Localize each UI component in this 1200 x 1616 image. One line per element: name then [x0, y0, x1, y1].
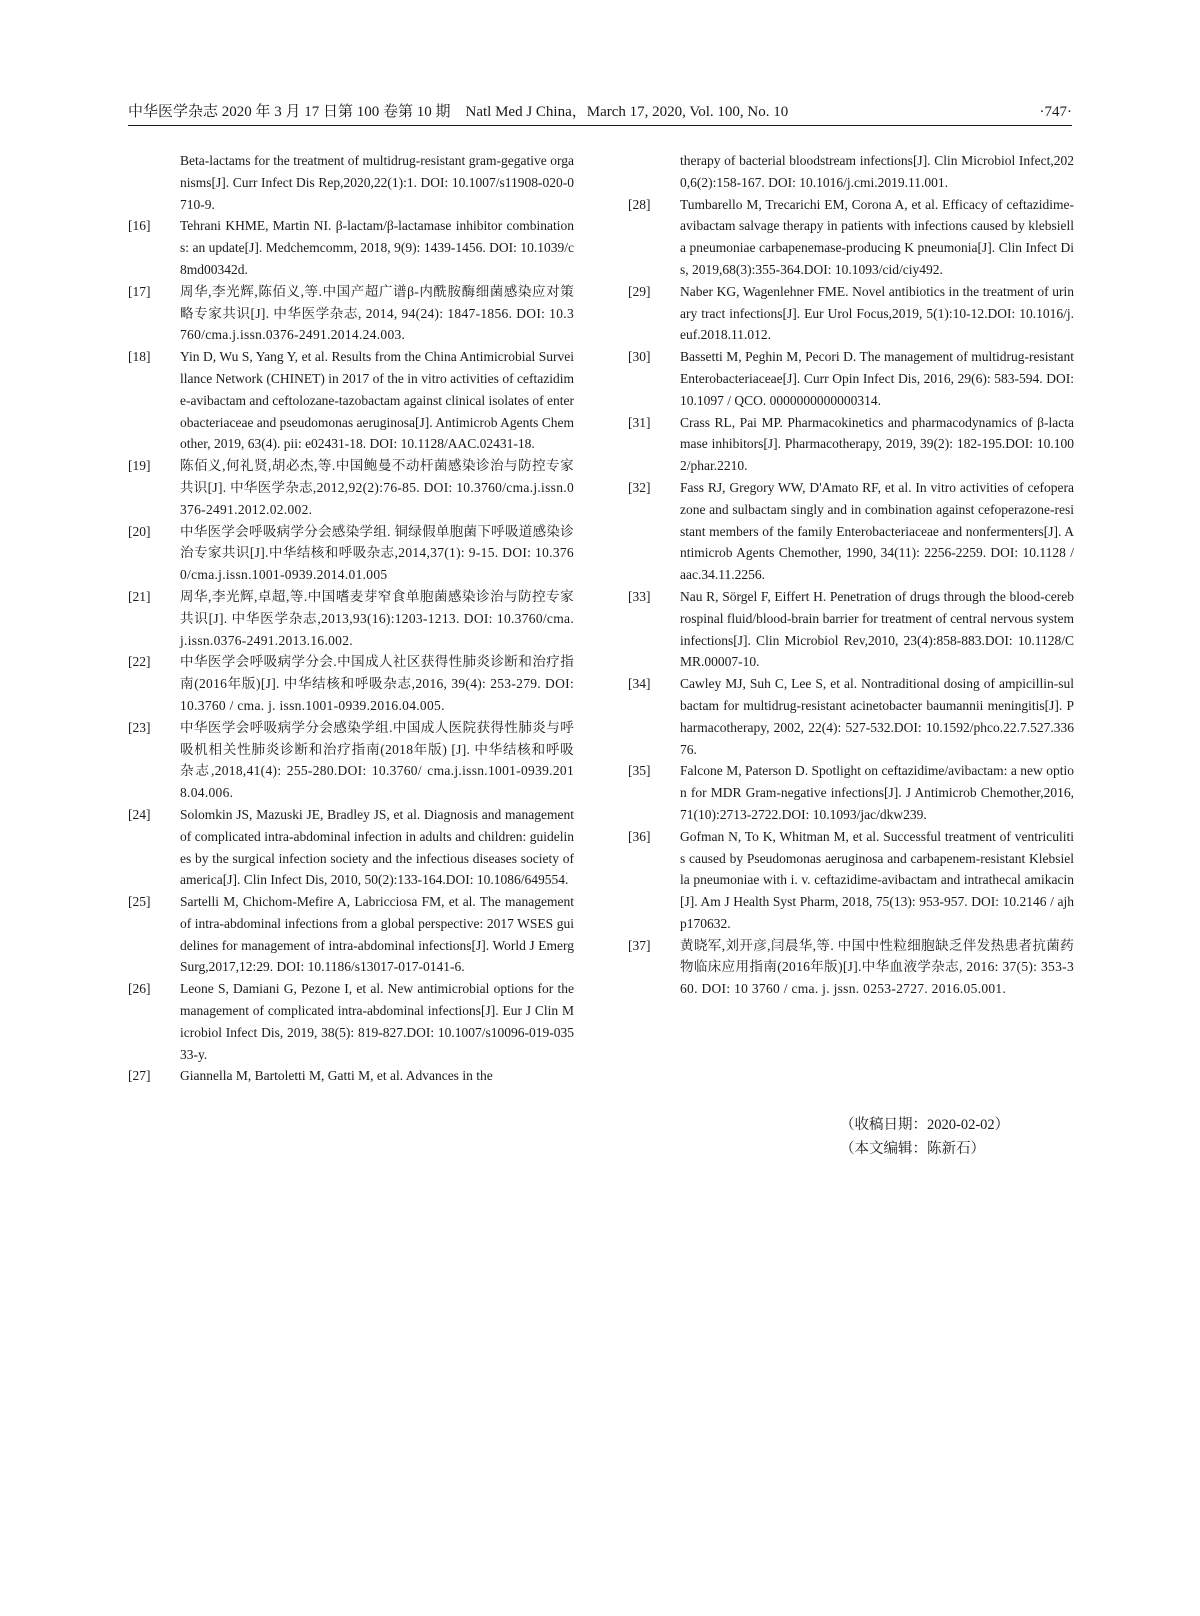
reference-item — [128, 804, 574, 891]
reference-number: [37] — [628, 937, 651, 953]
reference-number: [16] — [128, 218, 151, 234]
reference-text: Naber KG, Wagenlehner FME. Novel antibiotics in the treatment of urinary tract infections[J]. Eur Urol Focus,2019, 5(1):10-12.DOI: 10.1016/j.euf.2018.11.012. — [680, 283, 1074, 343]
reference-text: Tehrani KHME, Martin NI. β-lactam/β-lactamase inhibitor combinations: an update[J]. Medchemcomm, 2018, 9(9): 1439-1456. DOI: 10.1039/c8md00342d. — [180, 218, 574, 277]
reference-number: [27] — [128, 1068, 151, 1084]
reference-item — [628, 412, 1074, 477]
page-number: ·747· — [1039, 104, 1072, 120]
reference-number: [19] — [128, 458, 151, 474]
reference-number: [23] — [128, 719, 151, 735]
reference-item — [628, 586, 1074, 673]
reference-number: [25] — [128, 894, 151, 910]
reference-column-right — [628, 150, 1074, 1000]
reference-text: Solomkin JS, Mazuski JE, Bradley JS, et al. Diagnosis and management of complicated intra-abdominal infection in adults and children: guidelines by the surgical infection society and the infectious diseases society of america[J]. Clin Infect Dis, 2010, 50(2):133-164.DOI: 10.1086/649554. — [180, 806, 574, 888]
reference-number: [34] — [628, 676, 651, 692]
reference-item — [128, 215, 574, 280]
reference-text: 黄晓军,刘开彦,闫晨华,等. 中国中性粒细胞缺乏伴发热患者抗菌药物临床应用指南(2016年版)[J].中华血液学杂志, 2016: 37(5): 353-360. DOI: 10 3760 / cma. j. jssn. 0253-2727. 2016.05.001. — [680, 937, 1074, 997]
reference-item — [628, 477, 1074, 586]
reference-item — [628, 826, 1074, 935]
editor-credit: （本文编辑：陈新石） — [840, 1141, 985, 1157]
reference-text: Falcone M, Paterson D. Spotlight on ceftazidime/avibactam: a new option for MDR Gram-negative infections[J]. J Antimicrob Chemother,2016,71(10):2713-2722.DOI: 10.1093/jac/dkw239. — [680, 763, 1074, 822]
reference-number: [22] — [128, 654, 151, 670]
reference-text: Gofman N, To K, Whitman M, et al. Successful treatment of ventriculitis caused by Pseudomonas aeruginosa and carbapenem-resistant Klebsiella pneumoniae with i. v. ceftazidime-avibactam and intrathecal amikacin[J]. Am J Health Syst Pharm, 2018, 75(13): 953-957. DOI: 10.2146 / ajhp170632. — [680, 828, 1074, 931]
reference-text: Beta-lactams for the treatment of multidrug-resistant gram-gegative organisms[J]. Curr Infect Dis Rep,2020,22(1):1. DOI: 10.1007/s11908-020-0710-9. — [180, 153, 574, 212]
received-date: （收稿日期：2020-02-02） — [840, 1117, 1010, 1133]
journal-citation-line: 中华医学杂志 2020 年 3 月 17 日第 100 卷第 10 期 Natl Med J China，March 17, 2020, Vol. 100, No. 10 — [128, 104, 789, 120]
reference-number: [31] — [628, 414, 651, 430]
reference-number: [29] — [628, 283, 651, 299]
reference-text: therapy of bacterial bloodstream infections[J]. Clin Microbiol Infect,2020,6(2):158-167. DOI: 10.1016/j.cmi.2019.11.001. — [680, 153, 1074, 190]
reference-number: [36] — [628, 828, 651, 844]
reference-item — [628, 760, 1074, 825]
reference-item — [628, 346, 1074, 411]
reference-number: [18] — [128, 349, 151, 365]
reference-text: 陈佰义,何礼贤,胡必杰,等.中国鲍曼不动杆菌感染诊治与防控专家共识[J]. 中华医学杂志,2012,92(2):76-85. DOI: 10.3760/cma.j.issn.0376-2491.2012.02.002. — [180, 458, 574, 517]
reference-item — [128, 586, 574, 651]
reference-text: Fass RJ, Gregory WW, D'Amato RF, et al. In vitro activities of cefoperazone and sulbactam singly and in combination against cefoperazone-resistant members of the family Enterobacteriaceae and nonfermenters[J]. Antimicrob Agents Chemother, 1990, 34(11): 2256-2259. DOI: 10.1128 / aac.34.11.2256. — [680, 479, 1074, 583]
reference-number: [33] — [628, 588, 651, 604]
reference-text: Nau R, Sörgel F, Eiffert H. Penetration of drugs through the blood-cerebrospinal fluid/blood-brain barrier for treatment of central nervous system infections[J]. Clin Microbiol Rev,2010, 23(4):858-883.DOI: 10.1128/CMR.00007-10. — [680, 588, 1074, 670]
reference-item — [628, 281, 1074, 346]
reference-number: [20] — [128, 523, 151, 539]
reference-item — [128, 150, 574, 215]
reference-item — [128, 891, 574, 978]
reference-number: [21] — [128, 588, 151, 604]
reference-text: Cawley MJ, Suh C, Lee S, et al. Nontraditional dosing of ampicillin-sulbactam for multidrug-resistant acinetobacter baumannii meningitis[J]. Pharmacotherapy, 2002, 22(4): 527-532.DOI: 10.1592/phco.22.7.527.33676. — [680, 676, 1074, 757]
running-header — [128, 101, 1072, 123]
reference-text: Tumbarello M, Trecarichi EM, Corona A, et al. Efficacy of ceftazidime-avibactam salvage therapy in patients with infections caused by klebsiella pneumoniae carbapenemase-producing K pneumonia[J]. Clin Infect Dis, 2019,68(3):355-364.DOI: 10.1093/cid/ciy492. — [680, 196, 1074, 277]
reference-item — [128, 717, 574, 804]
reference-number: [35] — [628, 763, 651, 779]
reference-number: [17] — [128, 283, 151, 299]
article-footer-note — [840, 1113, 1072, 1161]
reference-item — [628, 935, 1074, 1000]
reference-text: 周华,李光辉,陈佰义,等.中国产超广谱β-内酰胺酶细菌感染应对策略专家共识[J]. 中华医学杂志, 2014, 94(24): 1847-1856. DOI: 10.3760/cma.j.issn.0376-2491.2014.24.003. — [180, 283, 574, 343]
header-rule — [128, 125, 1072, 126]
reference-item — [128, 455, 574, 520]
reference-item — [128, 978, 574, 1065]
reference-text: 中华医学会呼吸病学分会.中国成人社区获得性肺炎诊断和治疗指南(2016年版)[J]. 中华结核和呼吸杂志,2016, 39(4): 253-279. DOI: 10.3760 / cma. j. issn.1001-0939.2016.04.005. — [180, 654, 574, 713]
reference-number: [30] — [628, 349, 651, 365]
reference-text: Bassetti M, Peghin M, Pecori D. The management of multidrug-resistant Enterobacteriaceae[J]. Curr Opin Infect Dis, 2016, 29(6): 583-594. DOI: 10.1097 / QCO. 0000000000000314. — [680, 349, 1074, 408]
reference-text: Yin D, Wu S, Yang Y, et al. Results from the China Antimicrobial Surveillance Network (CHINET) in 2017 of the in vitro activities of ceftazidime-avibactam and ceftolozane-tazobactam against clinical isolates of enterobacteriaceae and pseudomonas aeruginosa[J]. Antimicrob Agents Chemother, 2019, 63(4). pii: e02431-18. DOI: 10.1128/AAC.02431-18. — [180, 349, 575, 452]
reference-number: [28] — [628, 196, 651, 212]
reference-column-left — [128, 150, 574, 1087]
reference-text: Crass RL, Pai MP. Pharmacokinetics and pharmacodynamics of β-lactamase inhibitors[J]. Pharmacotherapy, 2019, 39(2): 182-195.DOI: 10.1002/phar.2210. — [680, 414, 1074, 474]
reference-text: 周华,李光辉,卓超,等.中国嗜麦芽窄食单胞菌感染诊治与防控专家共识[J]. 中华医学杂志,2013,93(16):1203-1213. DOI: 10.3760/cma.j.issn.0376-2491.2013.16.002. — [180, 588, 574, 648]
reference-item — [128, 1065, 574, 1087]
reference-item — [128, 521, 574, 586]
reference-item — [128, 346, 574, 455]
reference-number: [26] — [128, 981, 151, 997]
reference-text: Sartelli M, Chichom-Mefire A, Labricciosa FM, et al. The management of intra-abdominal infections from a global perspective: 2017 WSES guidelines for management of intra-abdominal infections[J]. World J Emerg Surg,2017,12:29. DOI: 10.1186/s13017-017-0141-6. — [180, 894, 574, 975]
reference-text: Leone S, Damiani G, Pezone I, et al. New antimicrobial options for the management of complicated intra-abdominal infections[J]. Eur J Clin Microbiol Infect Dis, 2019, 38(5): 819-827.DOI: 10.1007/s10096-019-03533-y. — [180, 981, 574, 1062]
reference-item — [628, 194, 1074, 281]
reference-item — [128, 281, 574, 346]
reference-item — [628, 150, 1074, 194]
reference-number: [24] — [128, 806, 151, 822]
reference-item — [628, 673, 1074, 760]
reference-text: 中华医学会呼吸病学分会感染学组.中国成人医院获得性肺炎与呼吸机相关性肺炎诊断和治疗指南(2018年版) [J]. 中华结核和呼吸杂志,2018,41(4): 255-280.DOI: 10.3760/ cma.j.issn.1001-0939.2018.04.006. — [180, 719, 574, 801]
reference-text: 中华医学会呼吸病学分会感染学组. 铜绿假单胞菌下呼吸道感染诊治专家共识[J].中华结核和呼吸杂志,2014,37(1): 9-15. DOI: 10.3760/cma.j.issn.1001-0939.2014.01.005 — [180, 523, 574, 583]
reference-number: [32] — [628, 479, 651, 495]
reference-item — [128, 651, 574, 716]
reference-text: Giannella M, Bartoletti M, Gatti M, et al. Advances in the — [180, 1068, 493, 1084]
